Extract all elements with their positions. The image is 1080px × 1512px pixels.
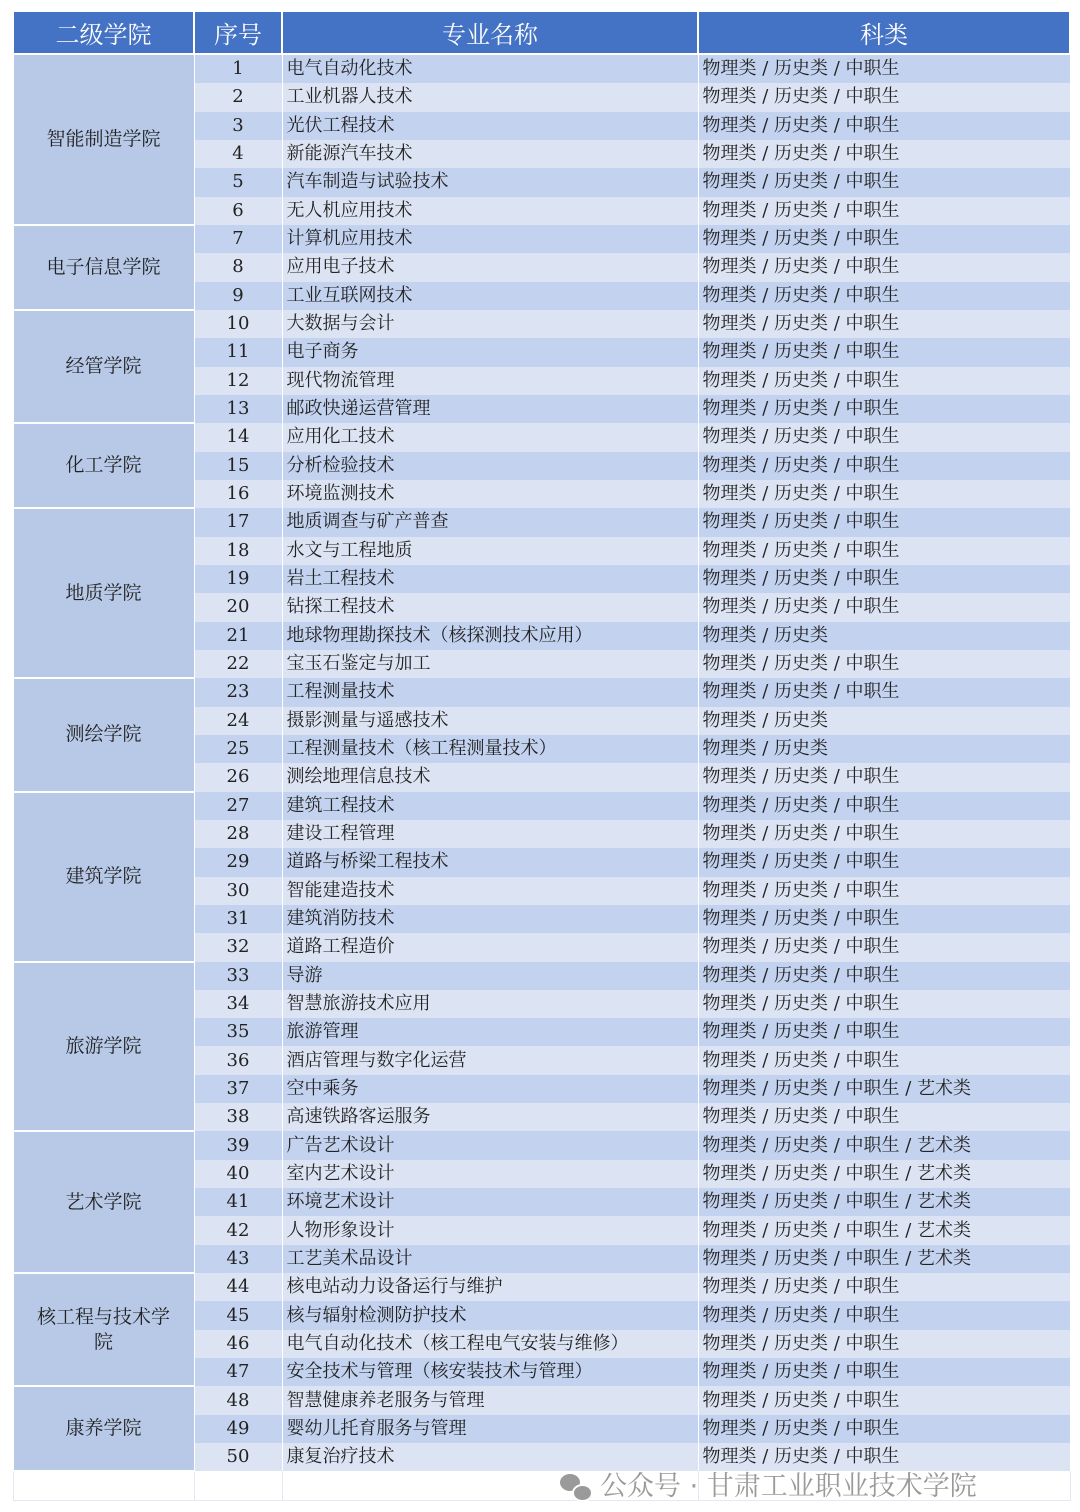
category-cell: 物理类 / 历史类 / 中职生 [698,54,1070,83]
category-cell: 物理类 / 历史类 / 中职生 [698,763,1070,791]
category-cell: 物理类 / 历史类 / 中职生 [698,933,1070,961]
category-cell: 物理类 / 历史类 / 中职生 / 艺术类 [698,1245,1070,1273]
category-cell: 物理类 / 历史类 / 中职生 [698,253,1070,281]
college-cell: 智能制造学院 [13,54,194,225]
row-number: 1 [194,54,282,83]
major-name: 摄影测量与遥感技术 [282,707,698,735]
category-cell: 物理类 / 历史类 / 中职生 [698,593,1070,621]
major-name: 电气自动化技术 [282,54,698,83]
major-name: 道路与桥梁工程技术 [282,848,698,876]
table-row [13,678,1070,706]
row-number: 44 [194,1273,282,1301]
row-number: 19 [194,565,282,593]
major-name: 安全技术与管理（核安装技术与管理） [282,1358,698,1386]
category-cell: 物理类 / 历史类 / 中职生 / 艺术类 [698,1131,1070,1159]
major-name: 无人机应用技术 [282,197,698,225]
table-row [13,1273,1070,1301]
major-name: 智慧健康养老服务与管理 [282,1386,698,1414]
row-number: 24 [194,707,282,735]
college-cell: 旅游学院 [13,962,194,1132]
row-number: 49 [194,1415,282,1443]
major-name: 建筑工程技术 [282,792,698,820]
header-category: 科类 [698,12,1070,54]
category-cell: 物理类 / 历史类 / 中职生 [698,197,1070,225]
category-cell: 物理类 / 历史类 / 中职生 [698,905,1070,933]
major-name: 测绘地理信息技术 [282,763,698,791]
row-number: 6 [194,197,282,225]
major-name: 工艺美术品设计 [282,1245,698,1273]
category-cell: 物理类 / 历史类 / 中职生 [698,310,1070,338]
major-name: 大数据与会计 [282,310,698,338]
category-cell: 物理类 / 历史类 / 中职生 [698,848,1070,876]
major-name: 环境艺术设计 [282,1188,698,1216]
major-name: 环境监测技术 [282,480,698,508]
category-cell: 物理类 / 历史类 / 中职生 [698,1018,1070,1046]
category-cell: 物理类 / 历史类 [698,707,1070,735]
category-cell: 物理类 / 历史类 / 中职生 / 艺术类 [698,1216,1070,1244]
major-name: 工业互联网技术 [282,282,698,310]
category-cell: 物理类 / 历史类 / 中职生 / 艺术类 [698,1188,1070,1216]
category-cell: 物理类 / 历史类 / 中职生 [698,225,1070,253]
category-cell: 物理类 / 历史类 / 中职生 [698,650,1070,678]
major-name: 分析检验技术 [282,452,698,480]
major-name: 道路工程造价 [282,933,698,961]
row-number: 21 [194,622,282,650]
major-name: 电气自动化技术（核工程电气安装与维修） [282,1330,698,1358]
major-name: 人物形象设计 [282,1216,698,1244]
major-name: 核与辐射检测防护技术 [282,1301,698,1329]
college-cell: 地质学院 [13,508,194,678]
row-number: 31 [194,905,282,933]
category-cell: 物理类 / 历史类 / 中职生 [698,1330,1070,1358]
major-name: 空中乘务 [282,1075,698,1103]
row-number: 22 [194,650,282,678]
major-name: 水文与工程地质 [282,537,698,565]
row-number: 25 [194,735,282,763]
major-name: 室内艺术设计 [282,1160,698,1188]
category-cell: 物理类 / 历史类 / 中职生 [698,565,1070,593]
major-name: 婴幼儿托育服务与管理 [282,1415,698,1443]
category-cell: 物理类 / 历史类 / 中职生 [698,1358,1070,1386]
row-number: 2 [194,83,282,111]
category-cell: 物理类 / 历史类 / 中职生 [698,877,1070,905]
row-number: 34 [194,990,282,1018]
row-number: 41 [194,1188,282,1216]
major-name: 电子商务 [282,338,698,366]
major-name: 邮政快递运营管理 [282,395,698,423]
header-no: 序号 [194,12,282,54]
category-cell: 物理类 / 历史类 / 中职生 [698,83,1070,111]
row-number: 50 [194,1443,282,1471]
category-cell: 物理类 / 历史类 / 中职生 [698,282,1070,310]
row-number: 23 [194,678,282,706]
major-name: 应用化工技术 [282,423,698,451]
category-cell: 物理类 / 历史类 / 中职生 [698,112,1070,140]
category-cell: 物理类 / 历史类 / 中职生 [698,990,1070,1018]
empty-cell [194,1471,282,1501]
major-name: 计算机应用技术 [282,225,698,253]
category-cell: 物理类 / 历史类 / 中职生 [698,338,1070,366]
category-cell: 物理类 / 历史类 / 中职生 [698,168,1070,196]
major-name: 工程测量技术（核工程测量技术） [282,735,698,763]
row-number: 37 [194,1075,282,1103]
majors-table [12,12,1071,1501]
category-cell: 物理类 / 历史类 / 中职生 [698,367,1070,395]
table-row [13,962,1070,990]
row-number: 36 [194,1046,282,1074]
major-name: 康复治疗技术 [282,1443,698,1471]
major-name: 光伏工程技术 [282,112,698,140]
row-number: 40 [194,1160,282,1188]
row-number: 29 [194,848,282,876]
row-number: 32 [194,933,282,961]
college-cell: 测绘学院 [13,678,194,791]
row-number: 8 [194,253,282,281]
row-number: 43 [194,1245,282,1273]
table-row [13,508,1070,536]
major-name: 高速铁路客运服务 [282,1103,698,1131]
row-number: 20 [194,593,282,621]
major-name: 钻探工程技术 [282,593,698,621]
major-name: 工程测量技术 [282,678,698,706]
row-number: 12 [194,367,282,395]
major-name: 地质调查与矿产普查 [282,508,698,536]
row-number: 38 [194,1103,282,1131]
table-row [13,423,1070,451]
watermark [560,1473,977,1501]
table-row [13,1386,1070,1414]
row-number: 42 [194,1216,282,1244]
category-cell: 物理类 / 历史类 / 中职生 [698,678,1070,706]
college-cell: 核工程与技术学院 [13,1273,194,1386]
row-number: 30 [194,877,282,905]
major-name: 应用电子技术 [282,253,698,281]
major-name: 建设工程管理 [282,820,698,848]
category-cell: 物理类 / 历史类 [698,735,1070,763]
row-number: 39 [194,1131,282,1159]
college-cell: 康养学院 [13,1386,194,1471]
header-major: 专业名称 [282,12,698,54]
row-number: 26 [194,763,282,791]
header-college: 二级学院 [13,12,194,54]
category-cell: 物理类 / 历史类 / 中职生 [698,140,1070,168]
row-number: 13 [194,395,282,423]
row-number: 4 [194,140,282,168]
row-number: 9 [194,282,282,310]
table-row [13,225,1070,253]
category-cell: 物理类 / 历史类 / 中职生 [698,423,1070,451]
college-cell: 经管学院 [13,310,194,423]
wechat-icon [560,1474,590,1500]
category-cell: 物理类 / 历史类 / 中职生 [698,792,1070,820]
college-cell: 建筑学院 [13,792,194,962]
category-cell: 物理类 / 历史类 / 中职生 [698,1443,1070,1471]
major-name: 工业机器人技术 [282,83,698,111]
row-number: 17 [194,508,282,536]
row-number: 33 [194,962,282,990]
row-number: 48 [194,1386,282,1414]
row-number: 46 [194,1330,282,1358]
table-row [13,1131,1070,1159]
row-number: 5 [194,168,282,196]
row-number: 11 [194,338,282,366]
row-number: 10 [194,310,282,338]
watermark-text: 公众号 · 甘肃工业职业技术学院 [600,1471,977,1502]
table-row [13,792,1070,820]
empty-cell [13,1471,194,1501]
row-number: 15 [194,452,282,480]
major-name: 新能源汽车技术 [282,140,698,168]
major-name: 建筑消防技术 [282,905,698,933]
category-cell: 物理类 / 历史类 / 中职生 [698,1103,1070,1131]
major-name: 宝玉石鉴定与加工 [282,650,698,678]
table-row [13,310,1070,338]
row-number: 7 [194,225,282,253]
category-cell: 物理类 / 历史类 / 中职生 [698,1273,1070,1301]
major-name: 地球物理勘探技术（核探测技术应用） [282,622,698,650]
category-cell: 物理类 / 历史类 / 中职生 [698,1046,1070,1074]
major-name: 酒店管理与数字化运营 [282,1046,698,1074]
category-cell: 物理类 / 历史类 / 中职生 [698,820,1070,848]
category-cell: 物理类 / 历史类 / 中职生 [698,1415,1070,1443]
major-name: 岩土工程技术 [282,565,698,593]
college-cell: 艺术学院 [13,1131,194,1273]
row-number: 14 [194,423,282,451]
row-number: 16 [194,480,282,508]
college-cell: 化工学院 [13,423,194,508]
row-number: 35 [194,1018,282,1046]
category-cell: 物理类 / 历史类 / 中职生 / 艺术类 [698,1075,1070,1103]
major-name: 旅游管理 [282,1018,698,1046]
category-cell: 物理类 / 历史类 / 中职生 [698,1386,1070,1414]
row-number: 45 [194,1301,282,1329]
college-cell: 电子信息学院 [13,225,194,310]
category-cell: 物理类 / 历史类 / 中职生 / 艺术类 [698,1160,1070,1188]
major-name: 智慧旅游技术应用 [282,990,698,1018]
major-name: 导游 [282,962,698,990]
category-cell: 物理类 / 历史类 / 中职生 [698,508,1070,536]
table-header [13,12,1070,54]
major-name: 广告艺术设计 [282,1131,698,1159]
major-name: 核电站动力设备运行与维护 [282,1273,698,1301]
category-cell: 物理类 / 历史类 / 中职生 [698,537,1070,565]
category-cell: 物理类 / 历史类 [698,622,1070,650]
major-name: 现代物流管理 [282,367,698,395]
category-cell: 物理类 / 历史类 / 中职生 [698,395,1070,423]
category-cell: 物理类 / 历史类 / 中职生 [698,452,1070,480]
row-number: 3 [194,112,282,140]
major-name: 汽车制造与试验技术 [282,168,698,196]
row-number: 28 [194,820,282,848]
row-number: 47 [194,1358,282,1386]
category-cell: 物理类 / 历史类 / 中职生 [698,1301,1070,1329]
row-number: 27 [194,792,282,820]
category-cell: 物理类 / 历史类 / 中职生 [698,962,1070,990]
table-row [13,54,1070,83]
major-name: 智能建造技术 [282,877,698,905]
category-cell: 物理类 / 历史类 / 中职生 [698,480,1070,508]
row-number: 18 [194,537,282,565]
